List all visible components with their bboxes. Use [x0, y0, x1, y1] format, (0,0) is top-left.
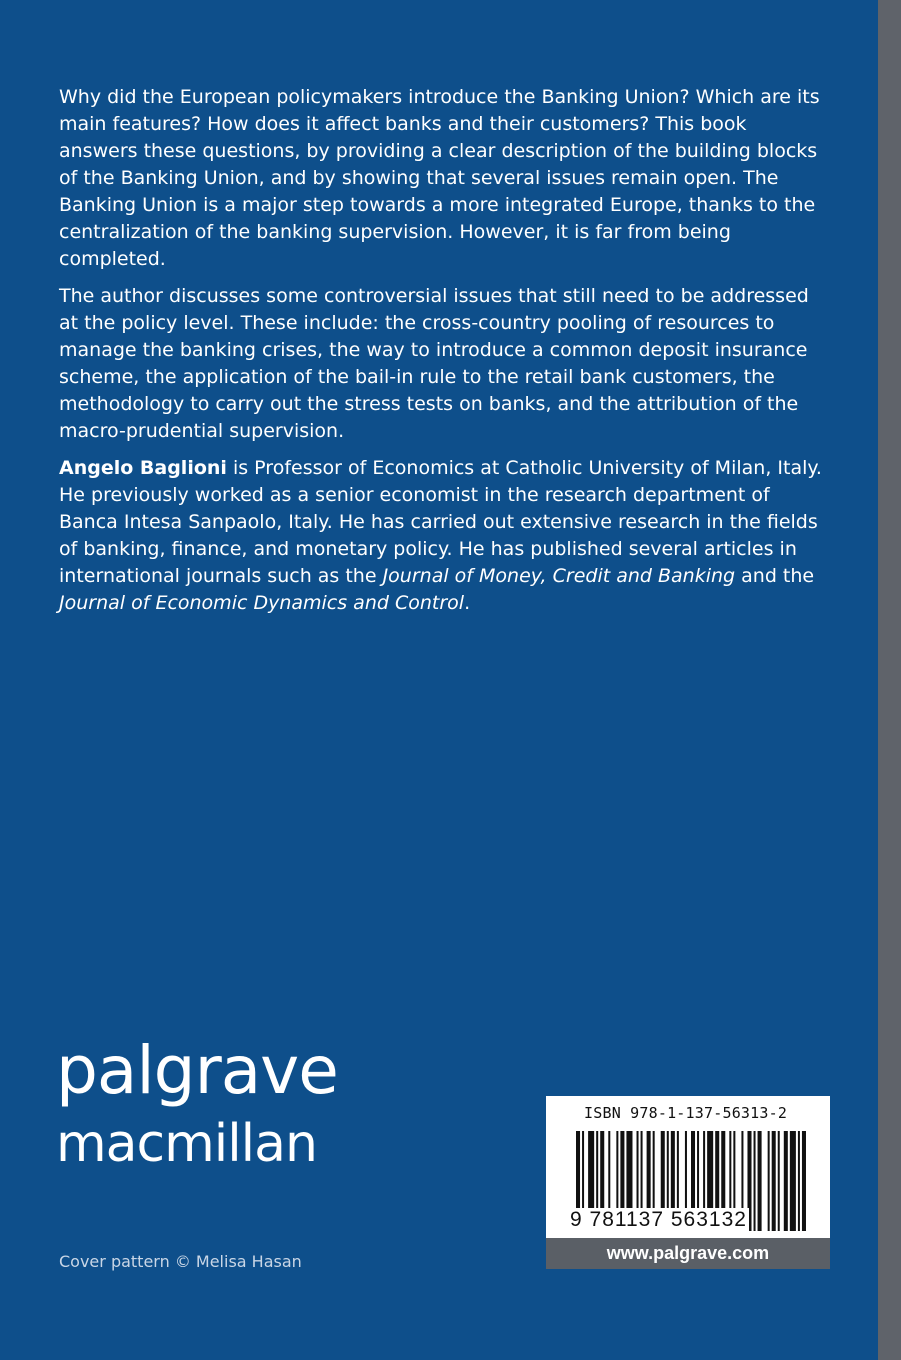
- journal-title-2: Journal of Economic Dynamics and Control: [59, 592, 465, 614]
- publisher-logo-line-2: macmillan: [56, 1114, 317, 1174]
- barcode-bar: [778, 1131, 780, 1231]
- barcode-bar: [754, 1131, 756, 1231]
- isbn-barcode-box: [546, 1096, 830, 1269]
- barcode-bar: [790, 1131, 796, 1231]
- barcode-bar: [758, 1131, 762, 1231]
- publisher-url: www.palgrave.com: [546, 1238, 830, 1269]
- barcode-bar: [768, 1131, 770, 1231]
- barcode-bar: [802, 1131, 806, 1231]
- barcode-bar: [798, 1131, 800, 1231]
- isbn-label: ISBN 978-1-137-56313-2: [584, 1104, 788, 1122]
- spine-edge: [878, 0, 901, 1360]
- barcode-bar: [784, 1131, 788, 1231]
- author-bio-text-3: .: [464, 592, 471, 614]
- journal-title-1: Journal of Money, Credit and Banking: [382, 565, 736, 587]
- author-bio: [59, 455, 829, 617]
- blurb-paragraph-1: Why did the European policymakers introduce the Banking Union? Which are its main features? How does it affect banks and their customers? This book answers these questions, by providing a clear description of the building blocks of the Banking Union, and by showing that several issues remain open. The Banking Union is a major step towards a more integrated Europe, thanks to the centralization of the banking supervision. However, it is far from being completed.: [59, 86, 820, 270]
- publisher-logo-line-1: palgrave: [56, 1032, 338, 1109]
- author-name: Angelo Baglioni: [59, 457, 227, 479]
- barcode-bar: [772, 1131, 776, 1231]
- publisher-logo: [56, 1032, 376, 1174]
- barcode-digits: 9 781137 563132: [570, 1208, 747, 1231]
- cover-credit: Cover pattern © Melisa Hasan: [59, 1252, 302, 1271]
- blurb-paragraph-2: The author discusses some controversial issues that still need to be addressed at the policy level. These include: the cross-country pooling of resources to manage the banking crises, the way to introduce a common deposit insurance scheme, the application of the bail-in rule to the retail bank customers, the methodology to carry out the stress tests on banks, and the attribution of the macro-prudential supervision.: [59, 285, 809, 442]
- blurb-text: [59, 84, 829, 627]
- author-bio-text-1: is Professor of Economics at Catholic University of Milan, Italy. He previously worked as a senior economist in the research department of Banca Intesa Sanpaolo, Italy. He has carried out extensive research in the fields of banking, finance, and monetary policy. He has published several articles in international journals such as the: [59, 457, 822, 587]
- author-bio-text-2: and the: [735, 565, 815, 587]
